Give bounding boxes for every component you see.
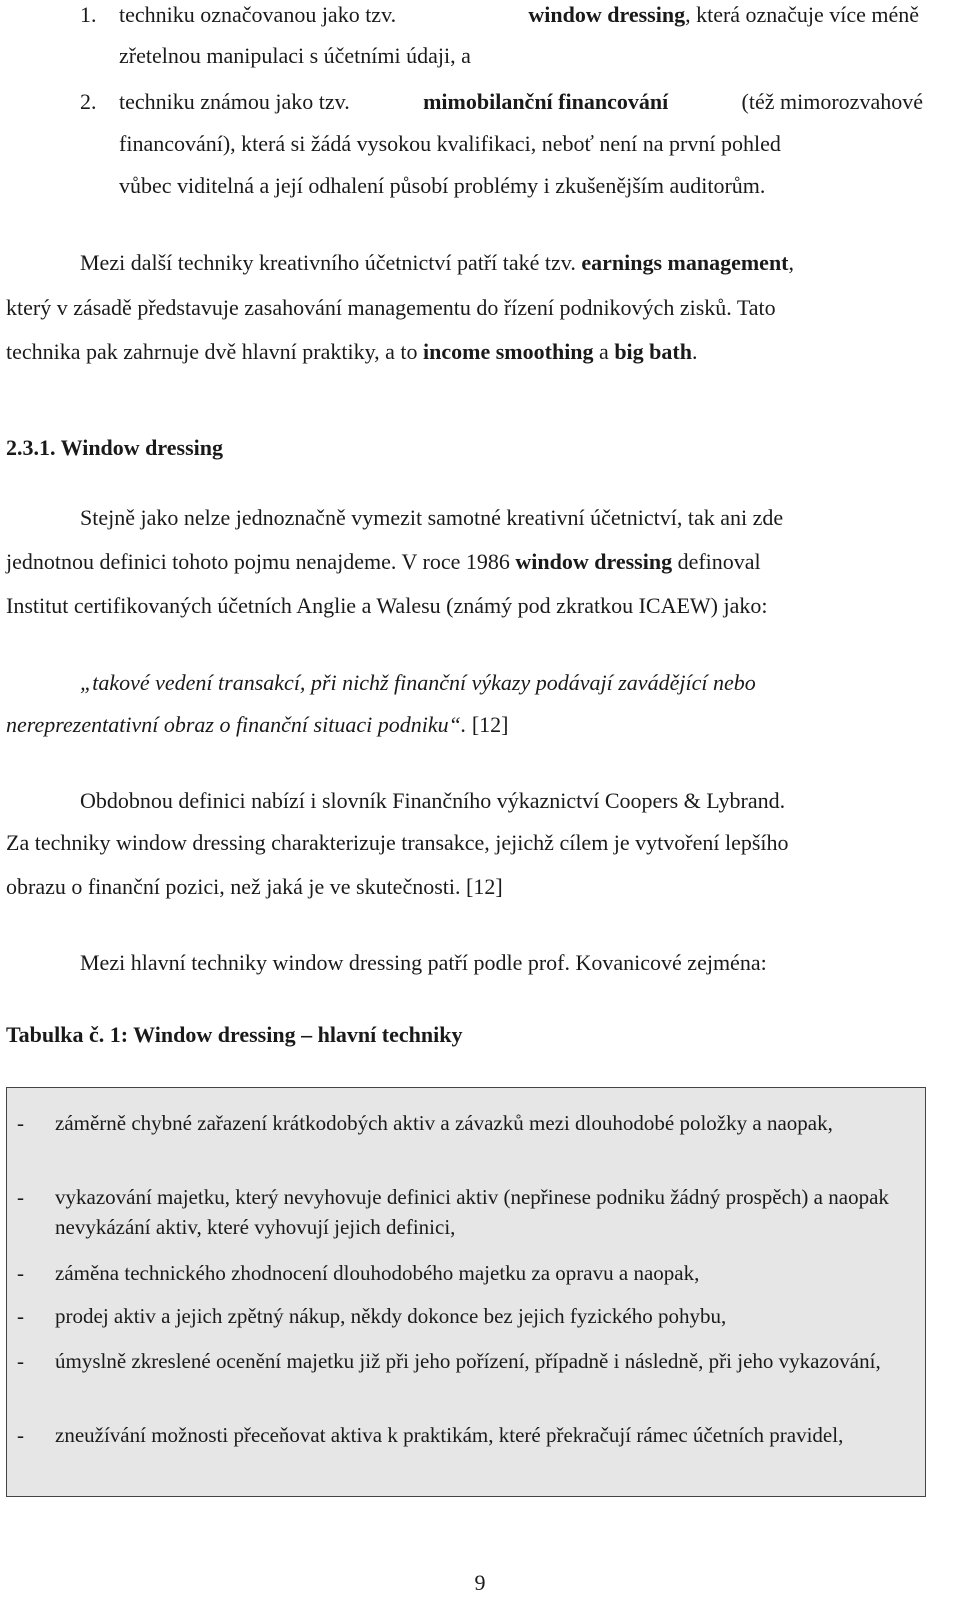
term-window-dressing: window dressing — [528, 2, 686, 27]
earnings-paragraph-line-2: který v zásadě představuje zasahování managementu do řízení podnikových zisků. Tato — [6, 295, 776, 320]
earnings-and: a — [599, 339, 609, 364]
term-window-dressing-2: window dressing — [515, 549, 673, 574]
earnings-text-3: technika pak zahrnuje dvě hlavní praktiky, a to — [6, 339, 418, 364]
table-row-text: záměna technického zhodnocení dlouhodobého majetku za opravu a naopak, — [55, 1261, 700, 1285]
definition-text-end: definoval — [677, 549, 761, 574]
quote-reference: [12] — [466, 712, 509, 737]
table-caption: Tabulka č. 1: Window dressing – hlavní techniky — [6, 1022, 463, 1047]
bullet-dash: - — [17, 1423, 24, 1447]
coopers-line-3: obrazu o finanční pozici, než jaká je ve skutečnosti. [12] — [6, 874, 503, 899]
earnings-paragraph-line-1 — [80, 250, 794, 275]
list-item-2-text: techniku známou jako tzv. — [119, 89, 350, 114]
quote-text: nereprezentativní obraz o finanční situaci podniku“. — [6, 712, 467, 737]
kovanicova-paragraph: Mezi hlavní techniky window dressing patří podle prof. Kovanicové zejména: — [80, 950, 767, 975]
list-item-2-line-3: vůbec viditelná a její odhalení působí problémy i zkušenějším auditorům. — [119, 173, 766, 198]
list-item-2-line-1 — [119, 89, 923, 114]
section-heading: 2.3.1. Window dressing — [6, 435, 224, 460]
bullet-dash: - — [17, 1111, 24, 1135]
term-off-balance-financing: mimobilanční financování — [423, 89, 669, 114]
definition-line-2 — [6, 549, 761, 574]
quote-line-1: „takové vedení transakcí, při nichž finanční výkazy podávají zavádějící nebo — [80, 670, 756, 695]
table-row-text: záměrně chybné zařazení krátkodobých aktiv a závazků mezi dlouhodobé položky a naopak, — [55, 1111, 833, 1135]
table-row-text: zneužívání možnosti přeceňovat aktiva k praktikám, které překračují rámec účetních pravidel, — [55, 1423, 844, 1447]
earnings-paragraph-line-3 — [6, 339, 697, 364]
list-item-1-text-end: , která označuje více méně — [685, 2, 919, 27]
list-item-1-text: techniku označovanou jako tzv. — [119, 2, 397, 27]
definition-text: jednotnou definici tohoto pojmu nenajdeme. V roce 1986 — [6, 549, 510, 574]
bullet-dash: - — [17, 1185, 24, 1209]
term-big-bath: big bath — [614, 339, 692, 364]
list-item-2-text-end: (též mimorozvahové — [741, 89, 923, 114]
table-row-text: prodej aktiv a jejich zpětný nákup, někdy dokonce bez jejich fyzického pohybu, — [55, 1304, 727, 1328]
bullet-dash: - — [17, 1261, 24, 1285]
table-row-text: vykazování majetku, který nevyhovuje definici aktiv (nepřinese podniku žádný prospěch) a naopak nevykázání aktiv, které vyhovují jejich definici, — [55, 1185, 889, 1239]
earnings-comma: , — [788, 250, 795, 275]
page-number: 9 — [474, 1570, 486, 1595]
list-item-1-line-2: zřetelnou manipulaci s účetními údaji, a — [119, 43, 471, 68]
earnings-text: Mezi další techniky kreativního účetnictví patří také tzv. — [80, 250, 576, 275]
list-item-2-number: 2. — [80, 89, 97, 114]
coopers-line-2: Za techniky window dressing charakterizuje transakce, jejichž cílem je vytvoření lepšího — [6, 830, 789, 855]
coopers-line-1: Obdobnou definici nabízí i slovník Finančního výkaznictví Coopers & Lybrand. — [80, 788, 786, 813]
bullet-dash: - — [17, 1349, 24, 1373]
techniques-table — [6, 1087, 926, 1497]
list-item-2-line-2: financování), která si žádá vysokou kvalifikaci, neboť není na první pohled — [119, 131, 781, 156]
list-item-1-number: 1. — [80, 2, 97, 27]
term-earnings-management: earnings management — [581, 250, 789, 275]
quote-line-2 — [6, 712, 508, 737]
table-row-text: úmyslně zkreslené ocenění majetku již při jeho pořízení, případně i následně, při jeho vykazování, — [55, 1349, 881, 1373]
definition-line-1: Stejně jako nelze jednoznačně vymezit samotné kreativní účetnictví, tak ani zde — [80, 505, 784, 530]
bullet-dash: - — [17, 1304, 24, 1328]
list-item-1-line-1 — [119, 2, 919, 27]
term-income-smoothing: income smoothing — [423, 339, 594, 364]
earnings-period: . — [691, 339, 698, 364]
definition-line-3: Institut certifikovaných účetních Anglie a Walesu (známý pod zkratkou ICAEW) jako: — [6, 593, 768, 618]
